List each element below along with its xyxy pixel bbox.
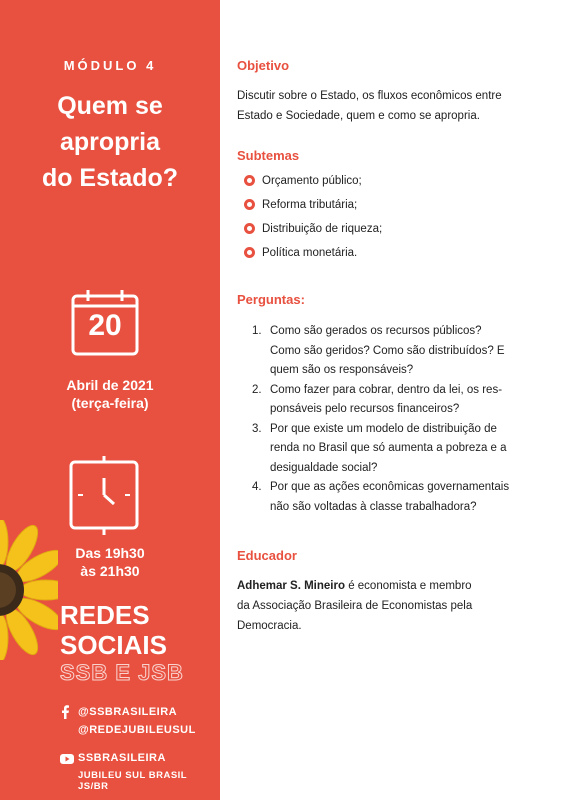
question-line: Como fazer para cobrar, dentro da lei, os res- bbox=[270, 383, 503, 396]
list-item bbox=[244, 172, 382, 196]
question-line: Como são geridos? Como são distribuídos? E bbox=[270, 344, 505, 357]
educador-desc: é economista e membro bbox=[345, 580, 472, 592]
objetivo-line: Estado e Sociedade, quem e como se apropria. bbox=[237, 110, 480, 122]
youtube-icon bbox=[60, 754, 74, 764]
question-line: não são voltadas à classe trabalhadora? bbox=[270, 500, 477, 513]
time-line: Das 19h30 bbox=[75, 545, 145, 561]
left-panel bbox=[0, 0, 220, 800]
facebook-handle-1[interactable]: @SSBRASILEIRA bbox=[78, 706, 178, 718]
list-item bbox=[244, 244, 382, 268]
educador-line: da Associação Brasileira de Economistas pela bbox=[237, 600, 473, 612]
educador-text bbox=[237, 576, 557, 636]
educador-line: Democracia. bbox=[237, 620, 302, 632]
question-line: Por que as ações econômicas governamentais bbox=[270, 481, 510, 493]
subtema-text: Orçamento público; bbox=[262, 175, 362, 187]
question-line: quem são os responsáveis? bbox=[270, 364, 414, 376]
question-line: Como são gerados os recursos públicos? bbox=[270, 325, 482, 337]
calendar-day: 20 bbox=[88, 309, 122, 342]
title-line: do Estado? bbox=[41, 164, 179, 192]
list-item bbox=[252, 322, 552, 381]
subtema-text: Política monetária. bbox=[262, 247, 358, 259]
objetivo-heading: Objetivo bbox=[237, 58, 290, 73]
question-number: 1. bbox=[252, 325, 262, 337]
bullet-icon bbox=[244, 247, 255, 258]
list-item bbox=[252, 420, 552, 479]
time-line: às 21h30 bbox=[80, 563, 140, 579]
redes-line: REDES bbox=[60, 600, 150, 630]
question-number: 4. bbox=[252, 481, 262, 493]
redes-sociais-heading bbox=[60, 600, 167, 660]
educador-line bbox=[237, 576, 557, 596]
question-number: 2. bbox=[252, 383, 262, 396]
question-number: 3. bbox=[252, 422, 262, 435]
question-line: desigualdade social? bbox=[270, 461, 378, 474]
educador-name: Adhemar S. Mineiro bbox=[237, 580, 345, 592]
date-line: Abril de 2021 bbox=[66, 377, 154, 393]
ssb-jsb-label: SSB E JSB bbox=[60, 660, 184, 685]
clock-icon bbox=[68, 456, 140, 536]
sunflower-icon bbox=[0, 520, 58, 660]
bullet-icon bbox=[244, 175, 255, 186]
facebook-handle-2[interactable]: @REDEJUBILEUSUL bbox=[78, 724, 196, 736]
redes-line: SOCIAIS bbox=[60, 630, 167, 660]
event-date bbox=[0, 376, 220, 412]
bullet-icon bbox=[244, 223, 255, 234]
question-line: ponsáveis pelo recursos financeiros? bbox=[270, 403, 460, 415]
title-line: apropria bbox=[59, 128, 161, 156]
educador-heading: Educador bbox=[237, 548, 297, 563]
facebook-icon bbox=[60, 705, 70, 719]
list-item bbox=[244, 220, 382, 244]
perguntas-heading: Perguntas: bbox=[237, 292, 305, 307]
bullet-icon bbox=[244, 199, 255, 210]
subtema-text: Distribuição de riqueza; bbox=[262, 223, 383, 235]
page-title bbox=[0, 88, 220, 196]
list-item bbox=[252, 381, 552, 420]
title-line: Quem se bbox=[57, 92, 163, 120]
subtemas-heading: Subtemas bbox=[237, 148, 300, 163]
youtube-handle-2[interactable]: JUBILEU SUL BRASIL JS/BR bbox=[78, 770, 187, 792]
subtema-text: Reforma tributária; bbox=[262, 199, 358, 211]
perguntas-list bbox=[252, 322, 552, 517]
date-line: (terça-feira) bbox=[71, 395, 149, 411]
right-panel bbox=[220, 0, 565, 800]
list-item bbox=[252, 478, 552, 517]
subtemas-list bbox=[244, 172, 382, 268]
question-line: renda no Brasil que só aumenta a pobreza e a bbox=[270, 442, 507, 454]
module-label: MÓDULO 4 bbox=[63, 58, 157, 73]
youtube-handle-1[interactable]: SSBRASILEIRA bbox=[78, 752, 166, 764]
objetivo-line: Discutir sobre o Estado, os fluxos econômicos entre bbox=[237, 90, 502, 102]
objetivo-text bbox=[237, 86, 557, 126]
list-item bbox=[244, 196, 382, 220]
question-line: Por que existe um modelo de distribuição de bbox=[270, 422, 497, 435]
